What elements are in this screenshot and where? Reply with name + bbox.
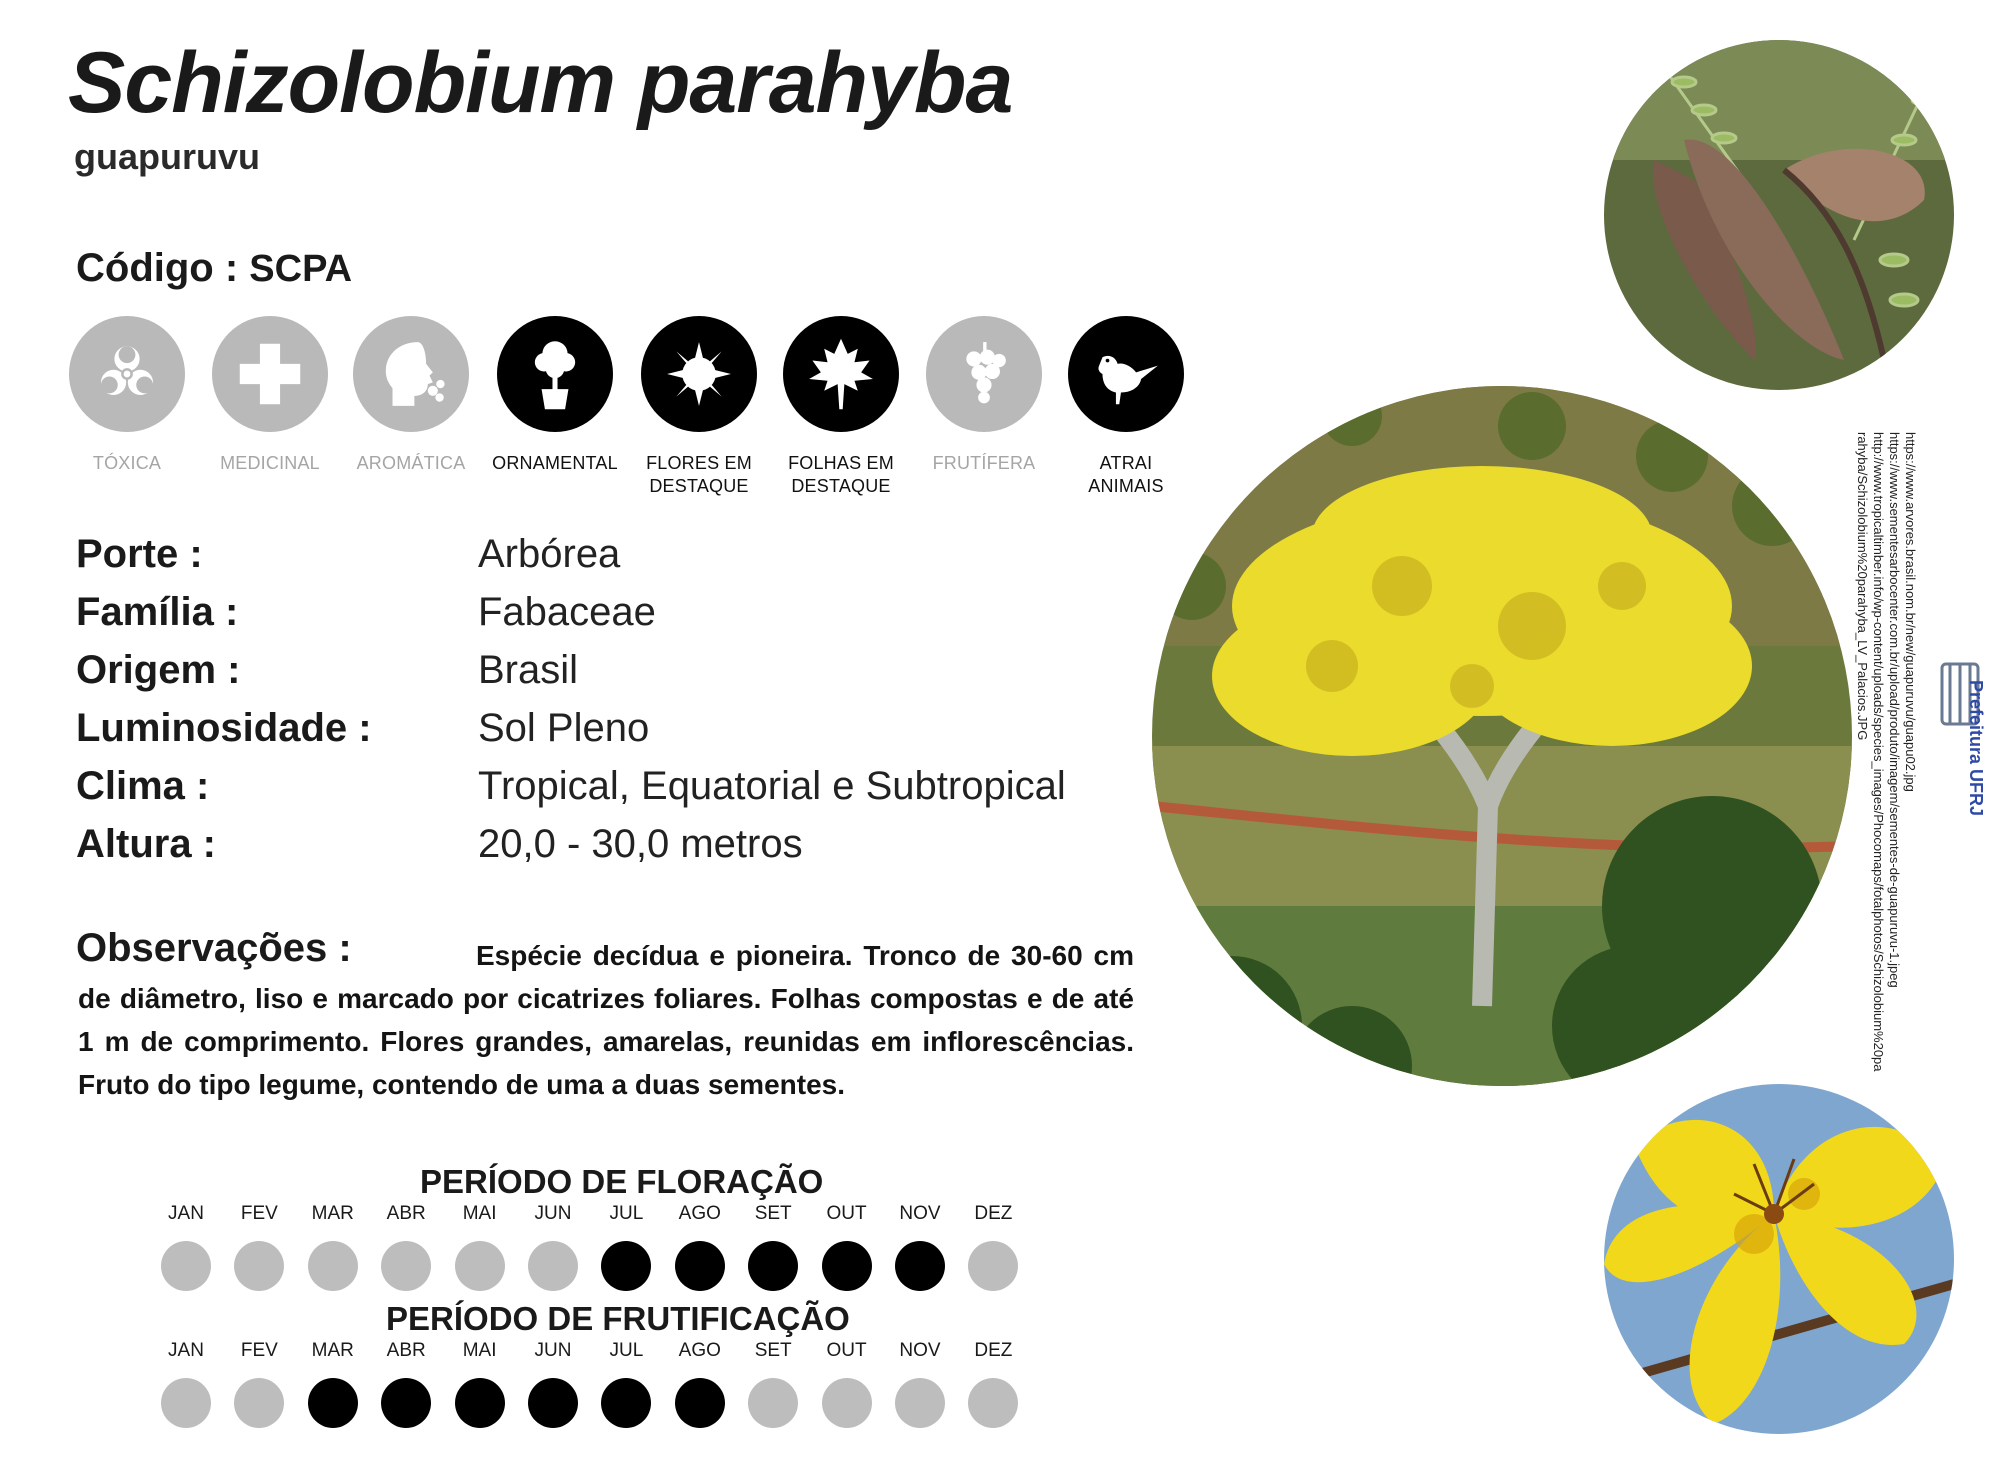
category-medicinal bbox=[200, 316, 340, 475]
flowering-month-dot bbox=[968, 1241, 1018, 1291]
category-aromatica-label: AROMÁTICA bbox=[356, 453, 466, 473]
category-ornamental-label: ORNAMENTAL bbox=[492, 453, 618, 473]
flowering-month-dot bbox=[234, 1241, 284, 1291]
fruiting-month-dot bbox=[968, 1378, 1018, 1428]
flowering-month-dot bbox=[895, 1241, 945, 1291]
category-folhas-label: FOLHAS EM DESTAQUE bbox=[788, 453, 894, 496]
attribute-value: Sol Pleno bbox=[478, 706, 650, 750]
fruiting-month-label: ABR bbox=[386, 1340, 426, 1361]
category-atrai-animais-label: ATRAI ANIMAIS bbox=[1088, 453, 1164, 496]
seed-pod-image bbox=[1604, 40, 1954, 390]
observations-text: Espécie decídua e pioneira. Tronco de 30-60 cm de diâmetro, liso e marcado por cicatrizes foliares. Folhas compostas e de até 1 m de comprimento. Flores grandes, amarelas, reunidas em inflorescências. Fruto do tipo legume, contendo de uma a duas sementes. bbox=[78, 940, 1134, 1100]
flowering-month-dot bbox=[528, 1241, 578, 1291]
species-code-value: SCPA bbox=[249, 248, 353, 290]
attribute-value: 20,0 - 30,0 metros bbox=[478, 822, 803, 866]
category-folhas bbox=[771, 316, 911, 498]
attribute-value: Brasil bbox=[478, 648, 579, 692]
fruiting-month-dot bbox=[161, 1378, 211, 1428]
scientific-name: Schizolobium parahyba bbox=[68, 35, 1013, 131]
category-flores-label: FLORES EM DESTAQUE bbox=[646, 453, 752, 496]
category-medicinal-label: MEDICINAL bbox=[220, 453, 320, 473]
fruiting-month-dot bbox=[601, 1378, 651, 1428]
fruiting-month-dot bbox=[528, 1378, 578, 1428]
flowering-month-dot bbox=[601, 1241, 651, 1291]
observations-label: Observações : bbox=[76, 926, 352, 970]
flower-icon bbox=[657, 332, 741, 416]
fruiting-month-dot bbox=[895, 1378, 945, 1428]
attribute-value: Arbórea bbox=[478, 532, 621, 576]
tree-photo bbox=[1152, 386, 1852, 1086]
credit-url: https://www.arvores.brasil.nom.br/new/guapuruvu/guapu02.jpg bbox=[1903, 432, 1918, 792]
category-toxica-label: TÓXICA bbox=[92, 453, 162, 473]
category-medicinal-disc bbox=[212, 316, 328, 432]
fruiting-month-label: MAI bbox=[462, 1340, 497, 1361]
flowering-month-label: OUT bbox=[826, 1203, 867, 1224]
category-ornamental bbox=[485, 316, 625, 475]
flowering-month-dot bbox=[381, 1241, 431, 1291]
fruiting-month-dot bbox=[675, 1378, 725, 1428]
flowering-month-label: MAR bbox=[311, 1203, 354, 1224]
category-aromatica-disc bbox=[353, 316, 469, 432]
flowering-month-dot bbox=[748, 1241, 798, 1291]
fruiting-month-dot bbox=[308, 1378, 358, 1428]
fruiting-month-dot bbox=[455, 1378, 505, 1428]
fruiting-month-label: SET bbox=[754, 1340, 792, 1361]
flowering-month-label: ABR bbox=[386, 1203, 426, 1224]
flower-photo bbox=[1604, 1084, 1954, 1434]
attribute-label: Família : bbox=[76, 590, 239, 634]
fruiting-month-dot bbox=[822, 1378, 872, 1428]
credit-url: https://www.sementesarbocenter.com.br/upload/produto/imagem/sementes-de-guapuruvu-1.jpeg bbox=[1887, 432, 1902, 988]
fruiting-month-label: FEV bbox=[240, 1340, 278, 1361]
leaf-icon bbox=[799, 332, 883, 416]
category-flores bbox=[629, 316, 769, 498]
head-scent-icon bbox=[369, 332, 453, 416]
category-atrai-animais-disc bbox=[1068, 316, 1184, 432]
medical-cross-icon bbox=[228, 332, 312, 416]
ufrj-logo-text: Prefeitura UFRJ bbox=[1966, 680, 1986, 817]
category-toxica bbox=[57, 316, 197, 475]
fruiting-month-label: AGO bbox=[678, 1340, 721, 1361]
image-credits bbox=[1854, 432, 1918, 1072]
common-name: guapuruvu bbox=[74, 136, 260, 177]
flowering-month-label: NOV bbox=[899, 1203, 941, 1224]
fruiting-month-label: JUN bbox=[534, 1340, 572, 1361]
flowering-month-label: FEV bbox=[240, 1203, 278, 1224]
flowering-month-label: MAI bbox=[462, 1203, 497, 1224]
attribute-label: Altura : bbox=[76, 822, 216, 866]
seed-pod-photo bbox=[1604, 40, 1954, 390]
category-folhas-disc bbox=[783, 316, 899, 432]
fruiting-month-label: OUT bbox=[826, 1340, 867, 1361]
category-atrai-animais bbox=[1056, 316, 1196, 498]
fruiting-month-label: JAN bbox=[168, 1340, 204, 1361]
grapes-icon bbox=[942, 332, 1026, 416]
attribute-value: Fabaceae bbox=[478, 590, 656, 634]
attribute-label: Clima : bbox=[76, 764, 210, 808]
fruiting-month-dot bbox=[234, 1378, 284, 1428]
flowering-month-dot bbox=[161, 1241, 211, 1291]
category-aromatica bbox=[341, 316, 481, 475]
category-frutifera bbox=[914, 316, 1054, 475]
flowering-month-label: SET bbox=[754, 1203, 792, 1224]
species-code bbox=[76, 246, 352, 291]
category-ornamental-disc bbox=[497, 316, 613, 432]
attribute-label: Luminosidade : bbox=[76, 706, 372, 750]
flowering-month-label: JUN bbox=[534, 1203, 572, 1224]
attribute-label: Origem : bbox=[76, 648, 241, 692]
category-toxica-disc bbox=[69, 316, 185, 432]
species-code-label: Código : bbox=[76, 246, 239, 290]
fruiting-month-label: NOV bbox=[899, 1340, 941, 1361]
category-frutifera-label: FRUTÍFERA bbox=[932, 453, 1036, 473]
category-frutifera-disc bbox=[926, 316, 1042, 432]
attribute-label: Porte : bbox=[76, 532, 203, 576]
category-flores-disc bbox=[641, 316, 757, 432]
fruiting-month-label: DEZ bbox=[974, 1340, 1013, 1361]
flowering-month-dot bbox=[822, 1241, 872, 1291]
fruiting-month-dot bbox=[748, 1378, 798, 1428]
flowering-month-label: JUL bbox=[609, 1203, 644, 1224]
flowering-month-label: AGO bbox=[678, 1203, 721, 1224]
fruiting-title: PERÍODO DE FRUTIFICAÇÃO bbox=[386, 1300, 850, 1337]
flower-image bbox=[1604, 1084, 1954, 1434]
flowering-month-label: DEZ bbox=[974, 1203, 1013, 1224]
flowering-month-label: JAN bbox=[168, 1203, 204, 1224]
attribute-value: Tropical, Equatorial e Subtropical bbox=[478, 764, 1066, 808]
fruiting-month-label: JUL bbox=[609, 1340, 644, 1361]
fruiting-month-label: MAR bbox=[311, 1340, 354, 1361]
bird-icon bbox=[1084, 332, 1168, 416]
tree-image bbox=[1152, 386, 1852, 1086]
flowering-title: PERÍODO DE FLORAÇÃO bbox=[420, 1163, 824, 1200]
biohazard-icon bbox=[85, 332, 169, 416]
flowering-month-dot bbox=[675, 1241, 725, 1291]
potted-tree-icon bbox=[513, 332, 597, 416]
flowering-month-dot bbox=[455, 1241, 505, 1291]
credit-url: http://www.tropicaltimber.info/wp-content/uploads/species_images/Phocomaps/fotalphotos/Schizolobium%20parahyba/Schizolobium%20parahyba_LV_Palacios.JPG bbox=[1855, 432, 1886, 1072]
fruiting-month-dot bbox=[381, 1378, 431, 1428]
flowering-month-dot bbox=[308, 1241, 358, 1291]
